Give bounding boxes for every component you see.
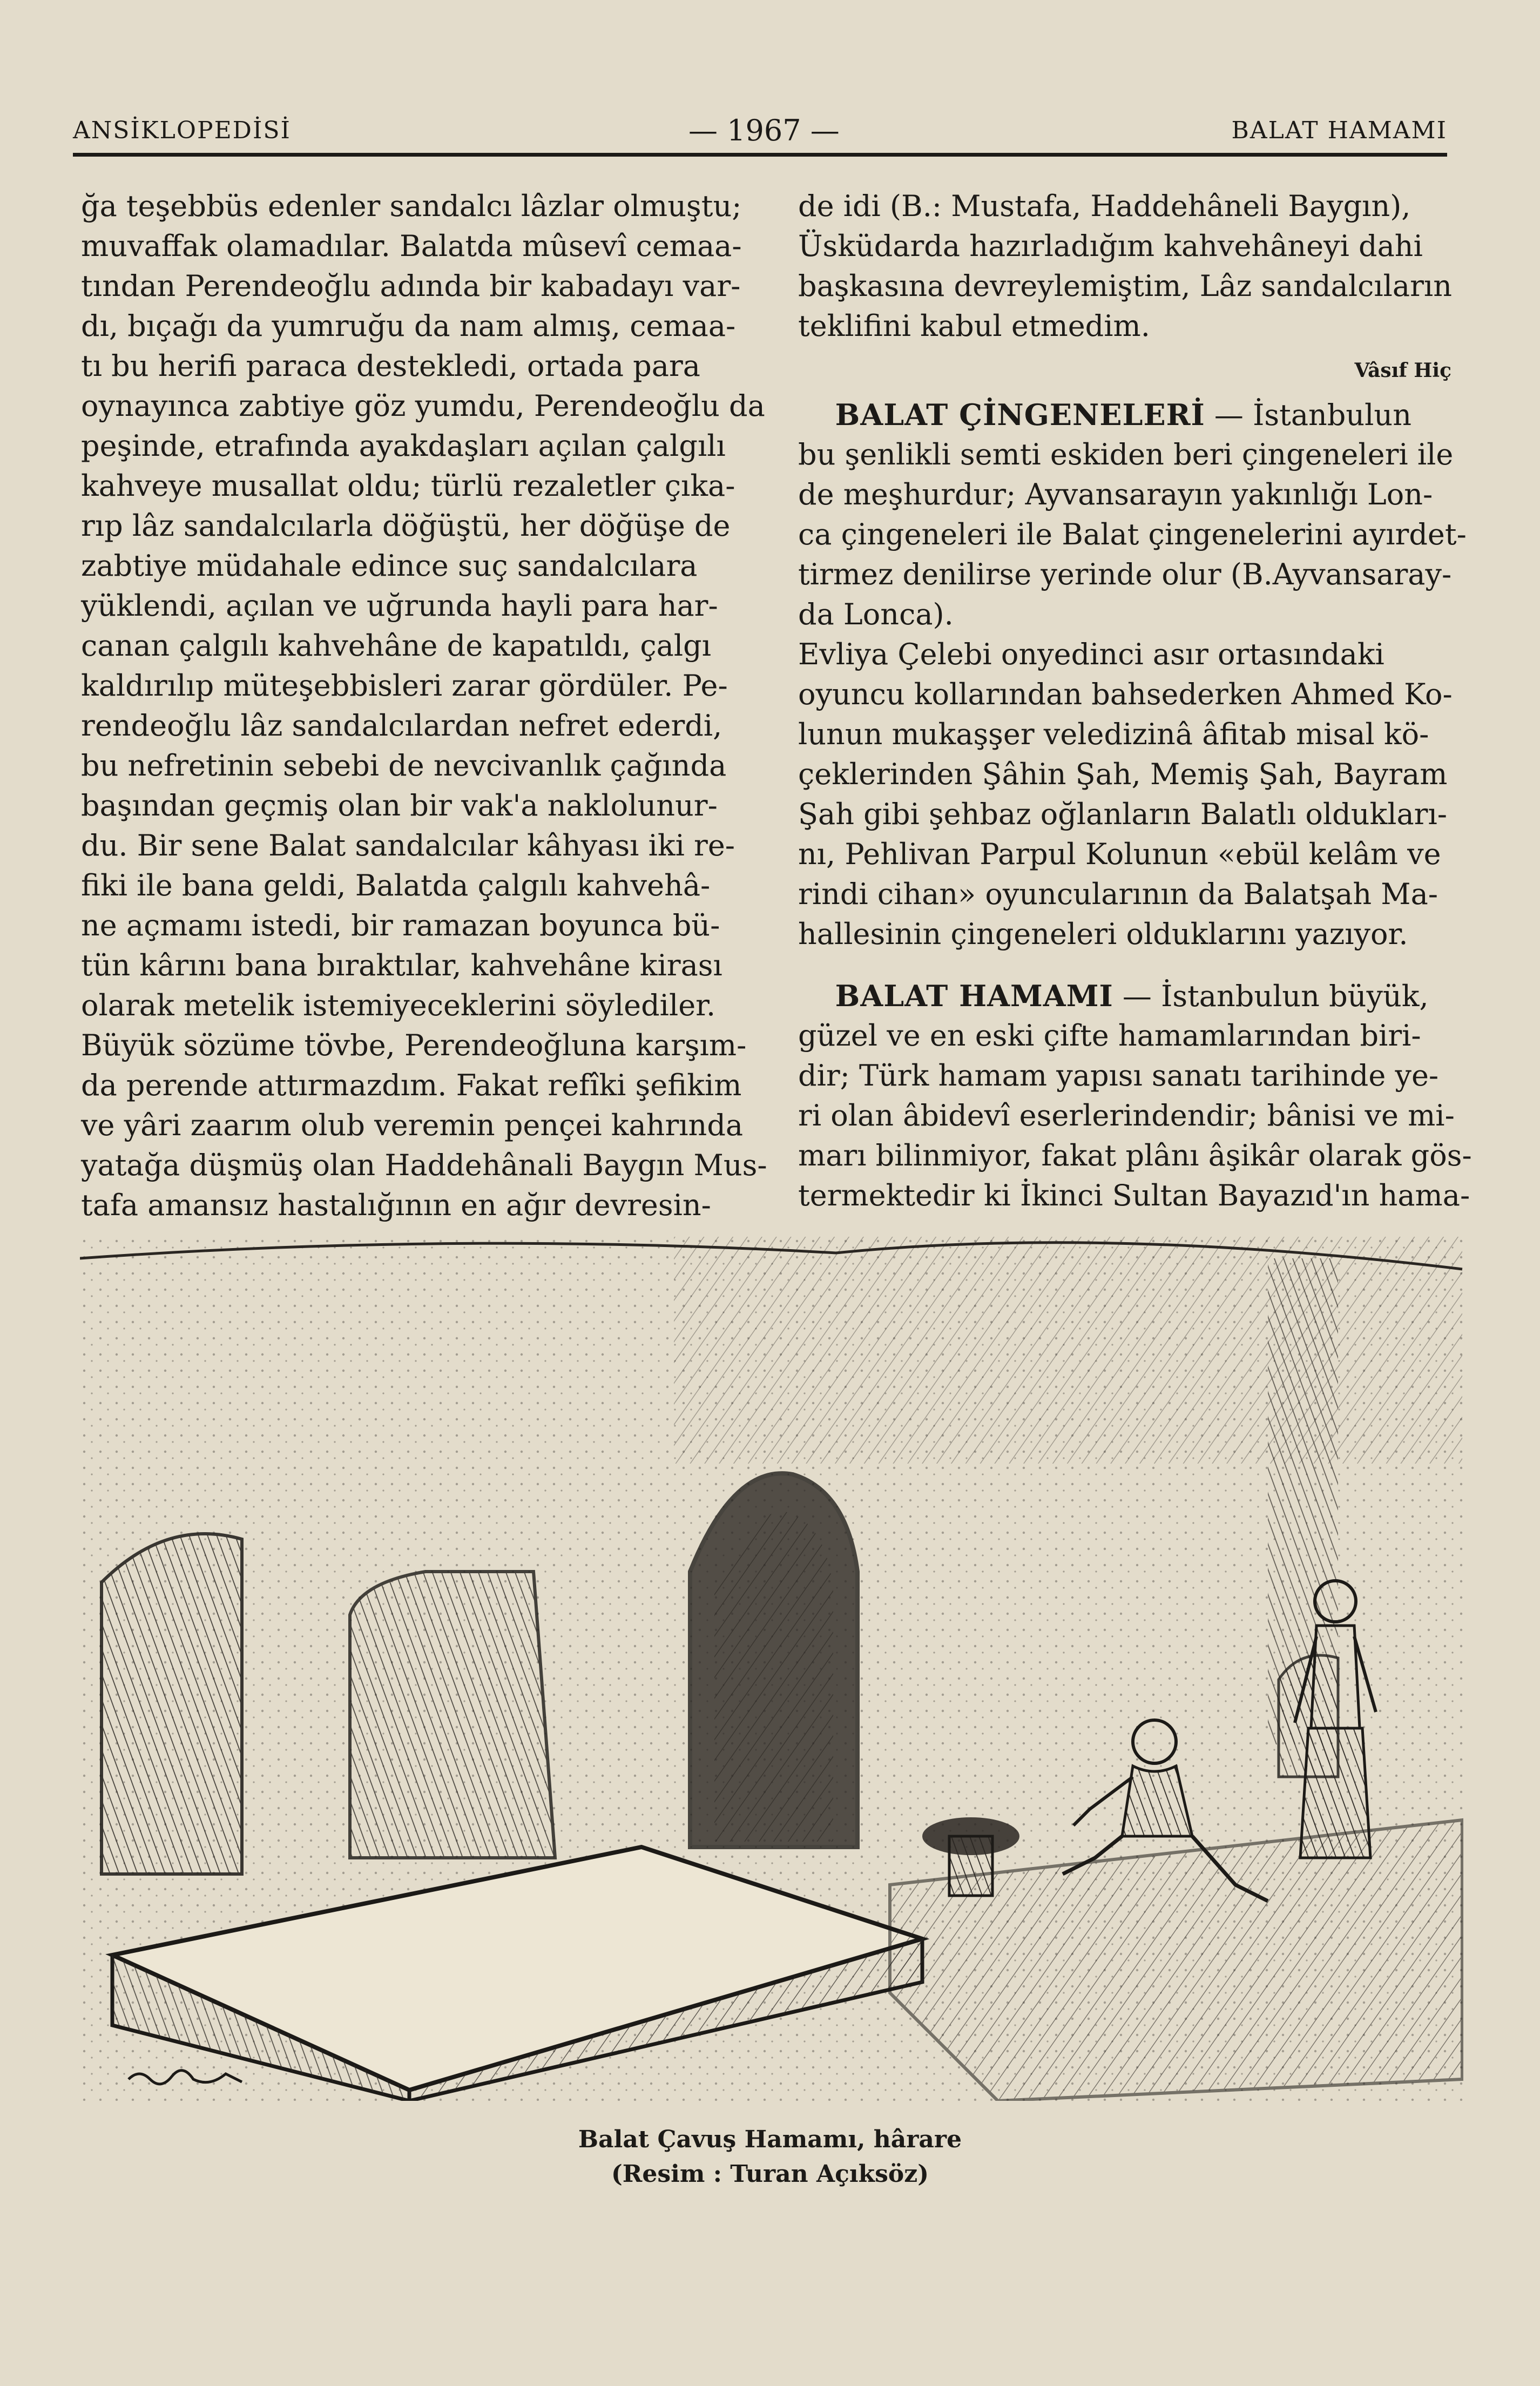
text-line: Üsküdarda hazırladığım kahvehâneyi dahi bbox=[798, 229, 1423, 263]
text-line: da Lonca). bbox=[798, 597, 954, 631]
text-line: ri olan âbidevî eserlerindendir; bânisi ve mi- bbox=[798, 1098, 1455, 1133]
text-line: oynayınca zabtiye göz yumdu, Perendeoğlu da bbox=[81, 389, 765, 423]
paragraph-evliya-celebi bbox=[798, 635, 1451, 954]
text-line: dir; Türk hamam yapısı sanatı tarihinde ye- bbox=[798, 1059, 1439, 1093]
figure-caption bbox=[0, 2122, 1540, 2192]
text-line: de idi (B.: Mustafa, Haddehâneli Baygın), bbox=[798, 189, 1411, 223]
page-header bbox=[73, 111, 1447, 149]
text-line: nı, Pehlivan Parpul Kolunun «ebül kelâm ve bbox=[798, 837, 1441, 871]
text-line: du. Bir sene Balat sandalcılar kâhyası iki re- bbox=[81, 828, 735, 862]
text-line: yüklendi, açılan ve uğrunda hayli para har- bbox=[81, 589, 718, 623]
previous-article-ending bbox=[798, 186, 1451, 346]
text-line: başından geçmiş olan bir vak'a naklolunur- bbox=[81, 788, 718, 823]
left-column bbox=[81, 186, 767, 1225]
text-line: muvaffak olamadılar. Balatda mûsevî cemaa- bbox=[81, 229, 742, 263]
text-line: marı bilinmiyor, fakat plânı âşikâr olarak gös- bbox=[798, 1138, 1472, 1172]
text-line: termektedir ki İkinci Sultan Bayazıd'ın hama- bbox=[798, 1178, 1470, 1212]
text-line: tından Perendeoğlu adında bir kabadayı var- bbox=[81, 269, 741, 303]
text-line: ne açmamı istedi, bir ramazan boyunca bü- bbox=[81, 908, 720, 942]
text-line: bu şenlikli semti eskiden beri çingeneleri ile bbox=[798, 437, 1454, 471]
text-line: oyuncu kollarından bahsederken Ahmed Ko- bbox=[798, 677, 1453, 711]
text-line: da perende attırmazdım. Fakat refîki şefikim bbox=[81, 1068, 742, 1102]
header-rule bbox=[73, 153, 1447, 157]
text-line: tafa amansız hastalığının en ağır devresin- bbox=[81, 1188, 711, 1222]
text-line: rıp lâz sandalcılarla döğüştü, her döğüşe de bbox=[81, 509, 731, 543]
text-line: tı bu herifi paraca destekledi, ortada para bbox=[81, 349, 700, 383]
article-balat-cingeneleri bbox=[798, 395, 1467, 635]
text-line: olarak metelik istemiyeceklerini söylediler. bbox=[81, 988, 716, 1022]
text-line: rindi cihan» oyuncularının da Balatşah Ma- bbox=[798, 877, 1438, 911]
caption-title: Balat Çavuş Hamamı, hârare bbox=[578, 2126, 962, 2153]
hamam-illustration bbox=[80, 1237, 1463, 2101]
text-line: hallesinin çingeneleri olduklarını yazıyor. bbox=[798, 917, 1408, 951]
text-line: de meşhurdur; Ayvansarayın yakınlığı Lon- bbox=[798, 477, 1433, 511]
arch-doorway-left bbox=[350, 1572, 555, 1858]
text-line: ve yâri zaarım olub veremin pençei kahrında bbox=[81, 1108, 744, 1142]
text-line: kahveye musallat oldu; türlü rezaletler çıka- bbox=[81, 469, 735, 503]
text-line: zabtiye müdahale edince suç sandalcılara bbox=[81, 549, 698, 583]
text-line: canan çalgılı kahvehâne de kapatıldı, çalgı bbox=[81, 629, 711, 663]
running-head-right: BALAT HAMAMI bbox=[1231, 117, 1447, 144]
caption-credit: (Resim : Turan Açıksöz) bbox=[611, 2160, 929, 2188]
text-line: yatağa düşmüş olan Haddehânali Baygın Mus- bbox=[81, 1148, 767, 1182]
text-line: rendeoğlu lâz sandalcılardan nefret ederdi, bbox=[81, 709, 722, 743]
article-heading: BALAT HAMAMI bbox=[835, 979, 1113, 1013]
text-line: çeklerinden Şâhin Şah, Memiş Şah, Bayram bbox=[798, 757, 1448, 791]
text-line: Şah gibi şehbaz oğlanların Balatlı oldukları- bbox=[798, 797, 1448, 831]
text-line: tirmez denilirse yerinde olur (B.Ayvansaray- bbox=[798, 557, 1452, 591]
text-line: ğa teşebbüs edenler sandalcı lâzlar olmuştu; bbox=[81, 189, 742, 223]
article-text: — İstanbulun bbox=[1205, 398, 1411, 432]
article-heading: BALAT ÇİNGENELERİ bbox=[835, 397, 1205, 432]
article-first-line bbox=[798, 976, 1451, 1016]
page-number: — 1967 — bbox=[688, 113, 840, 147]
text-line: bu nefretinin sebebi de nevcivanlık çağında bbox=[81, 749, 727, 783]
running-head-left: ANSİKLOPEDİSİ bbox=[73, 117, 291, 144]
article-first-line bbox=[798, 395, 1451, 435]
text-line: dı, bıçağı da yumruğu da nam almış, cemaa- bbox=[81, 309, 736, 343]
author-byline: Vâsıf Hiç bbox=[1354, 359, 1451, 382]
text-line: Evliya Çelebi onyedinci asır ortasındaki bbox=[798, 637, 1384, 671]
article-text: — İstanbulun büyük, bbox=[1113, 979, 1429, 1013]
article-balat-hamami bbox=[798, 976, 1472, 1216]
text-line: tün kârını bana bıraktılar, kahvehâne kirası bbox=[81, 948, 722, 982]
text-line: ca çingeneleri ile Balat çingenelerini ayırdet- bbox=[798, 517, 1467, 551]
text-line: başkasına devreylemiştim, Lâz sandalcıların bbox=[798, 269, 1452, 303]
right-column bbox=[798, 186, 1472, 1216]
text-line: fiki ile bana geldi, Balatda çalgılı kahvehâ- bbox=[81, 868, 711, 902]
text-line: Büyük sözüme tövbe, Perendeoğluna karşım- bbox=[81, 1028, 747, 1062]
text-line: kaldırılıp müteşebbisleri zarar gördüler. Pe- bbox=[81, 669, 728, 703]
text-line: peşinde, etrafında ayakdaşları açılan çalgılı bbox=[81, 429, 726, 463]
text-line: teklifini kabul etmedim. bbox=[798, 309, 1150, 343]
text-line: güzel ve en eski çifte hamamlarından biri- bbox=[798, 1019, 1421, 1053]
text-line: lunun mukaşşer veledizinâ âfitab misal kö- bbox=[798, 717, 1429, 751]
arch-niche-left bbox=[102, 1534, 242, 1874]
